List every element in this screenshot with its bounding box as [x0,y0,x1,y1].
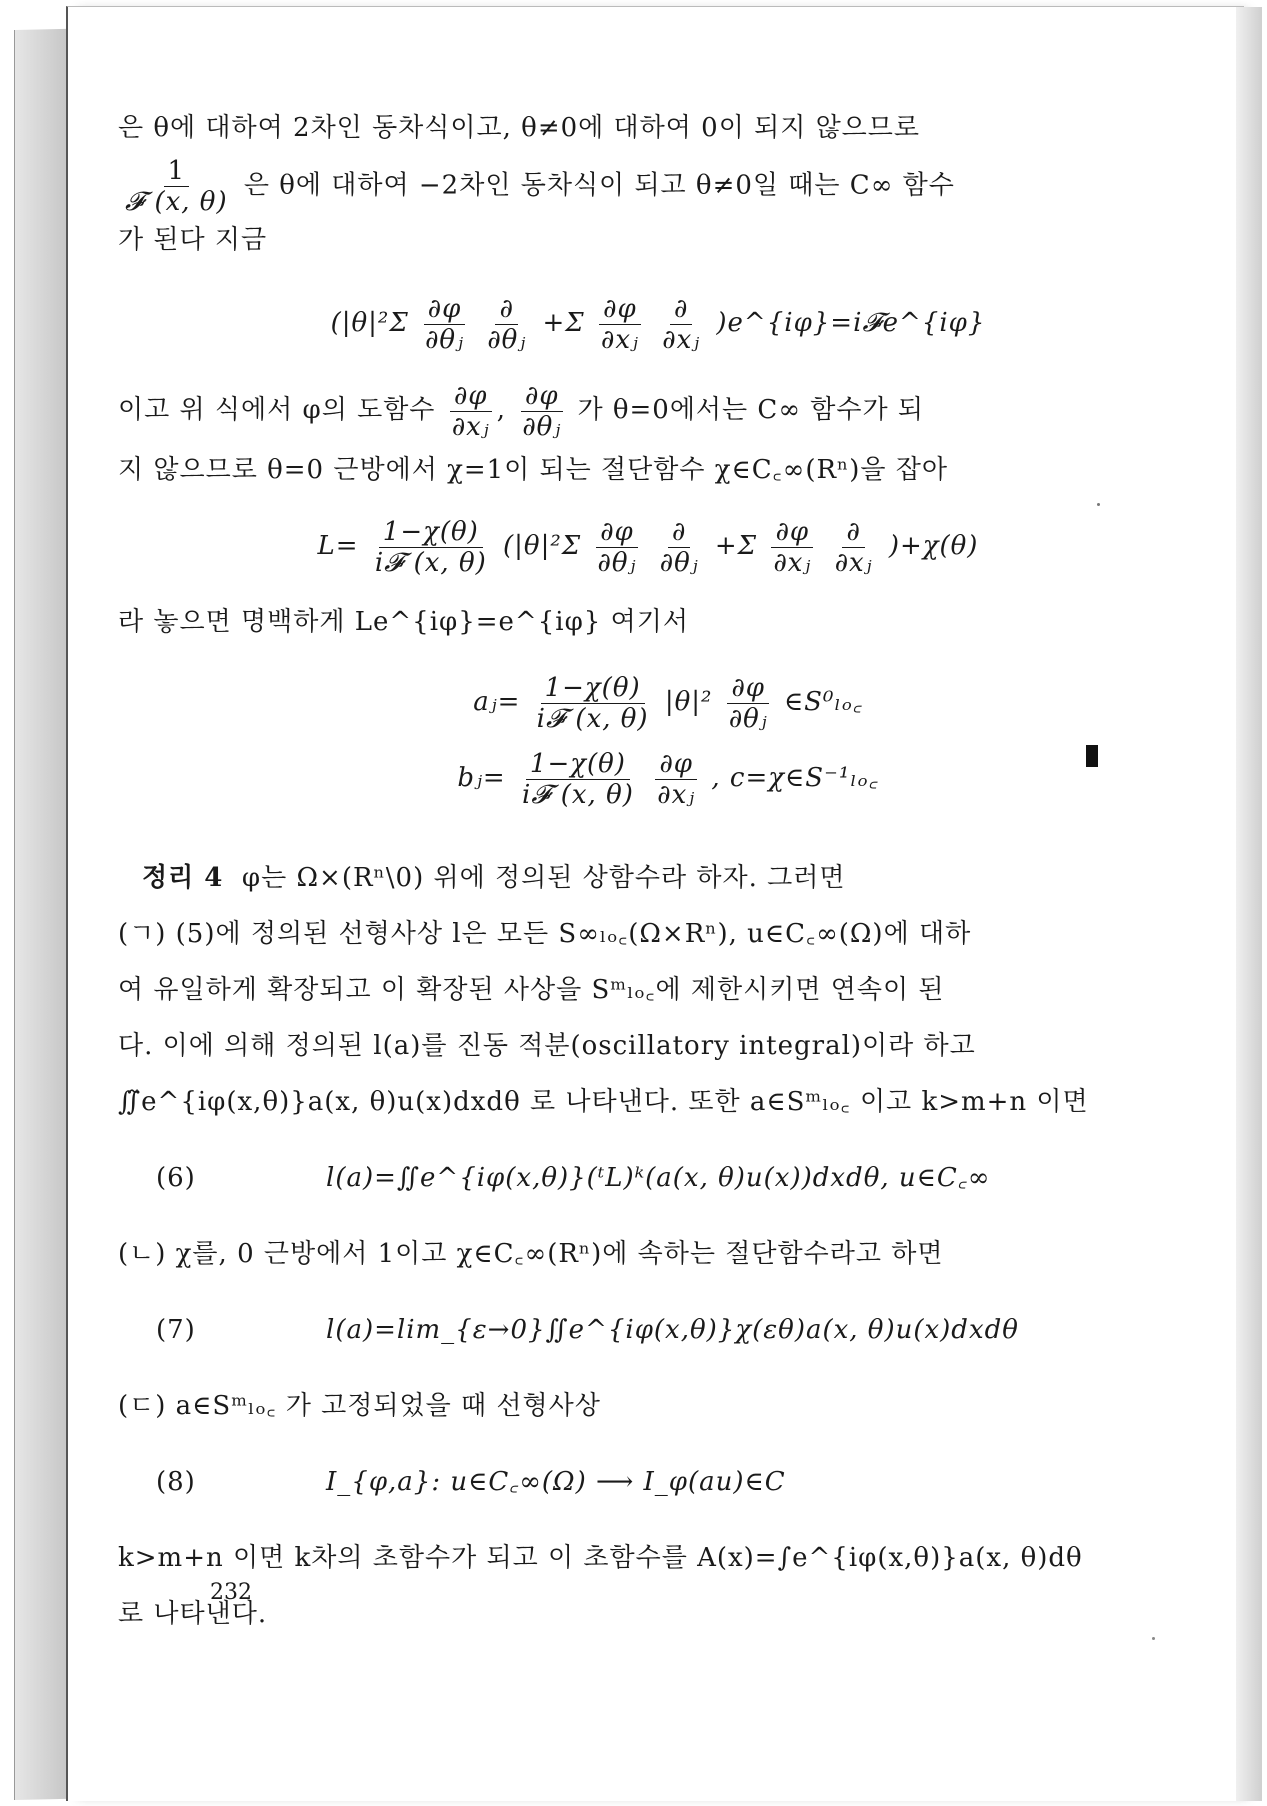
speck [1097,503,1100,506]
speck [1152,1637,1155,1640]
eq2-f1-num: ∂φ [596,517,638,548]
theorem-title: 정리 4 [142,863,224,893]
para2-line1 [118,378,1138,442]
equation-1 [118,268,1138,378]
theorem-a-line1: (ㄱ) (5)에 정의된 선형사상 l은 모든 S∞ₗₒ꜀(Ω×Rⁿ), u∈C꜀∞(Ω)에 대하 [118,919,972,949]
eq3-b-f2-den: ∂xⱼ [657,779,696,810]
para2-l1b: 가 θ=0에서는 C∞ 함수가 되 [577,395,924,425]
eq2-L: L= [317,531,359,561]
para2-d1-num: ∂φ [450,381,492,412]
eq8-body: I_{φ,a}: u∈C꜀∞(Ω) ⟶ I_φ(au)∈C [326,1467,786,1497]
frac-num: 1 [164,156,190,187]
para3: 라 놓으면 명백하게 Le^{iφ}=e^{iφ} 여기서 [118,607,689,637]
eq2-close: )+χ(θ) [888,531,979,561]
para2-l1a: 이고 위 식에서 φ의 도함수 [118,395,436,425]
para1-line2-text: 은 θ에 대하여 −2차인 동차식이 되고 θ≠0일 때는 C∞ 함수 [243,170,955,201]
eq1-mid: +Σ [542,308,585,338]
para2-d2-den: ∂θⱼ [522,411,562,442]
eq7-body: l(a)=lim_{ε→0}∬e^{iφ(x,θ)}χ(εθ)a(x, θ)u(x)dxdθ [326,1315,1019,1345]
page-shade [1236,7,1262,1801]
eq2-f0-den: i𝓕 (x, θ) [374,547,487,578]
eq1-f3-den: ∂xⱼ [600,324,639,355]
para2-d1-den: ∂xⱼ [451,411,490,442]
eq3-b-f2-num: ∂φ [655,749,697,780]
equation-7 [118,1282,1138,1378]
eq3-a-right: ∈S⁰ₗₒ꜀ [783,687,863,717]
eq1-f4-den: ∂xⱼ [662,324,701,355]
final-line1: k>m+n 이면 k차의 초함수가 되고 이 초함수를 A(x)=∫e^{iφ(x,θ)}a(x, θ)dθ [118,1543,1083,1573]
eq3-a-f2-num: ∂φ [727,673,769,704]
equation-2 [118,498,1138,594]
eq3-b-right: , c=χ∈S⁻¹ₗₒ꜀ [711,763,879,793]
book-edge [14,29,72,1800]
eq2-mid: +Σ [714,531,758,561]
eq8-tag: (8) [156,1467,196,1497]
eq7-tag: (7) [156,1315,196,1345]
eq2-f3-num: ∂φ [771,517,813,548]
eq2-f2-den: ∂θⱼ [659,547,699,578]
eq1-f1-den: ∂θⱼ [424,324,464,355]
part-c: (ㄷ) a∈Sᵐₗₒ꜀ 가 고정되었을 때 선형사상 [118,1391,601,1421]
margin-marker [1086,745,1098,767]
equation-8 [118,1434,1138,1530]
eq1-left: (|θ|²Σ [330,308,409,338]
eq6-body: l(a)=∬e^{iφ(x,θ)}(ᵗL)ᵏ(a(x, θ)u(x))dxdθ, u∈C꜀∞ [326,1163,991,1193]
para2-d2-num: ∂φ [521,381,563,412]
eq2-f3-den: ∂xⱼ [773,547,812,578]
eq3-a-f1-num: 1−χ(θ) [541,673,645,704]
eq2-f4-den: ∂xⱼ [834,547,873,578]
equation-aj [118,664,1138,740]
para1-line1: 은 θ에 대하여 2차인 동차식이고, θ≠0에 대하여 0이 되지 않으므로 [118,113,921,143]
part-b: (ㄴ) χ를, 0 근방에서 1이고 χ∈C꜀∞(Rⁿ)에 속하는 절단함수라고 하면 [118,1239,944,1269]
eq6-tag: (6) [156,1163,196,1193]
para1-line2 [118,156,1138,217]
eq3-b-f1-den: i𝓕 (x, θ) [521,779,634,810]
page-number: 232 [210,1580,252,1605]
fraction-one-over-F [121,156,232,217]
eq3-a-f1-den: i𝓕 (x, θ) [536,703,649,734]
eq3-a-mid: |θ|² [664,687,713,717]
eq1-f2-num: ∂ [495,294,517,325]
page-content [118,100,1138,1642]
theorem-heading [118,850,1138,906]
para2-line2: 지 않으므로 θ=0 근방에서 χ=1이 되는 절단함수 χ∈C꜀∞(Rⁿ)을 잡아 [118,455,949,485]
theorem-a-line2: 여 유일하게 확장되고 이 확장된 사상을 Sᵐₗₒ꜀에 제한시키면 연속이 된 [118,975,945,1005]
eq2-open: (|θ|²Σ [503,531,582,561]
eq2-f1-den: ∂θⱼ [597,547,637,578]
eq1-f1-num: ∂φ [424,294,466,325]
para2-comma: , [496,395,506,425]
para1-line3: 가 된다 지금 [118,225,268,255]
theorem-statement: φ는 Ω×(Rⁿ\0) 위에 정의된 상함수라 하자. 그러면 [241,863,846,893]
eq1-f2-den: ∂θⱼ [487,324,527,355]
eq3-b-left: bⱼ= [457,763,506,793]
eq1-right: )e^{iφ}=i𝓕e^{iφ} [716,308,986,338]
eq3-a-left: aⱼ= [473,687,521,717]
equation-6 [118,1130,1138,1226]
eq2-f4-num: ∂ [842,517,864,548]
eq3-b-f1-num: 1−χ(θ) [526,749,630,780]
final-line2: 로 나타낸다. [118,1599,268,1629]
eq3-a-f2-den: ∂θⱼ [728,703,768,734]
theorem-a-line4: ∬̃e^{iφ(x,θ)}a(x, θ)u(x)dxdθ 로 나타낸다. 또한 a∈Sᵐₗₒ꜀ 이고 k>m+n 이면 [118,1087,1089,1117]
eq2-f0-num: 1−χ(θ) [379,517,483,548]
theorem-a-line3: 다. 이에 의해 정의된 l(a)를 진동 적분(oscillatory integral)이라 하고 [118,1031,976,1061]
equation-bj [118,740,1138,816]
frac-den: 𝓕 (x, θ) [125,187,228,217]
eq2-f2-num: ∂ [668,517,690,548]
eq1-f3-num: ∂φ [599,294,641,325]
eq1-f4-num: ∂ [670,294,692,325]
